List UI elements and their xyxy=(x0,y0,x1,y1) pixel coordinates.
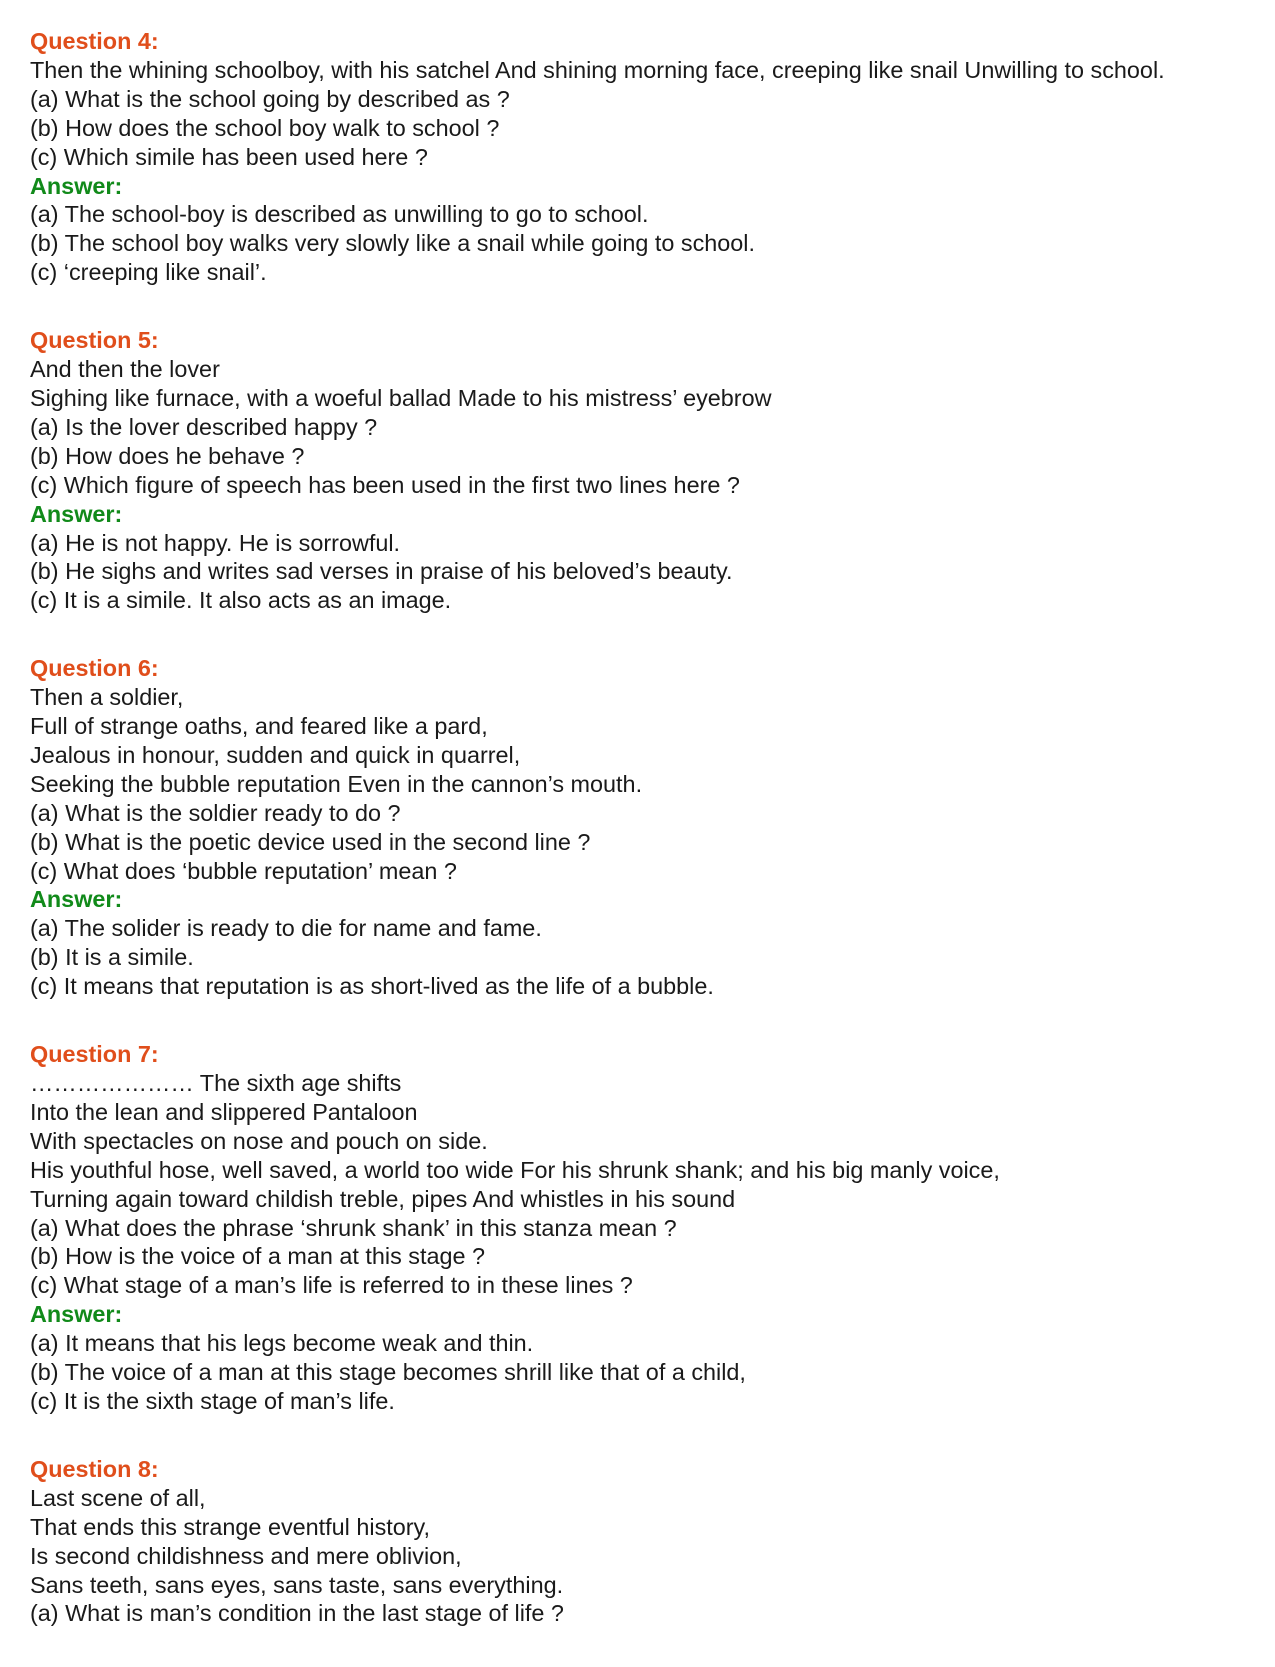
question-heading: Question 7: xyxy=(30,1041,159,1068)
passage-line: Jealous in honour, sudden and quick in quarrel, xyxy=(30,741,521,768)
passage-line: Is second childishness and mere oblivion, xyxy=(30,1542,462,1569)
answer-item: (c) It is a simile. It also acts as an image. xyxy=(30,587,452,614)
answer-item: (a) The solider is ready to die for name and fame. xyxy=(30,915,542,942)
question-block-8 xyxy=(30,1455,1260,1628)
answer-heading: Answer: xyxy=(30,1301,123,1328)
passage-line: Turning again toward childish treble, pipes And whistles in his sound xyxy=(30,1185,736,1212)
question-item: (c) Which simile has been used here ? xyxy=(30,143,428,170)
passage-line: Last scene of all, xyxy=(30,1484,206,1511)
question-block-6 xyxy=(30,654,1260,1001)
question-heading: Question 4: xyxy=(30,28,159,54)
question-item: (a) Is the lover described happy ? xyxy=(30,413,378,440)
question-heading: Question 8: xyxy=(30,1455,159,1482)
passage-line: ………………… The sixth age shifts xyxy=(30,1070,402,1096)
passage-line: Sighing like furnace, with a woeful ballad Made to his mistress’ eyebrow xyxy=(30,384,772,411)
answer-item: (a) The school-boy is described as unwilling to go to school. xyxy=(30,201,649,228)
answer-heading: Answer: xyxy=(30,172,123,199)
answer-item: (c) It is the sixth stage of man’s life. xyxy=(30,1387,395,1414)
question-item: (b) How is the voice of a man at this stage ? xyxy=(30,1243,486,1270)
answer-item: (c) ‘creeping like snail’. xyxy=(30,259,267,286)
passage-line: And then the lover xyxy=(30,356,220,383)
answer-item: (b) It is a simile. xyxy=(30,944,194,971)
answer-item: (c) It means that reputation is as short-lived as the life of a bubble. xyxy=(30,973,714,1000)
question-block-7 xyxy=(30,1040,1260,1416)
passage-line: Seeking the bubble reputation Even in the cannon’s mouth. xyxy=(30,770,643,797)
question-item: (c) What stage of a man’s life is referred to in these lines ? xyxy=(30,1272,633,1299)
answer-heading: Answer: xyxy=(30,500,123,527)
question-item: (b) How does he behave ? xyxy=(30,442,305,469)
passage-line: His youthful hose, well saved, a world too wide For his shrunk shank; and his big manly voice, xyxy=(30,1156,1000,1183)
question-item: (a) What is the school going by described as ? xyxy=(30,85,510,112)
question-heading: Question 5: xyxy=(30,327,159,354)
passage-line: Into the lean and slippered Pantaloon xyxy=(30,1098,418,1125)
question-item: (a) What does the phrase ‘shrunk shank’ in this stanza mean ? xyxy=(30,1214,677,1241)
passage-line: Then the whining schoolboy, with his satchel And shining morning face, creeping like snail Unwilling to school. xyxy=(30,56,1165,83)
passage-line: With spectacles on nose and pouch on side. xyxy=(30,1127,488,1154)
passage-line: Then a soldier, xyxy=(30,684,184,711)
passage-line: Full of strange oaths, and feared like a pard, xyxy=(30,713,488,740)
document-body xyxy=(30,27,1260,1667)
question-item: (a) What is the soldier ready to do ? xyxy=(30,799,401,826)
answer-item: (b) The school boy walks very slowly like a snail while going to school. xyxy=(30,230,756,257)
question-item: (c) What does ‘bubble reputation’ mean ? xyxy=(30,857,457,884)
answer-item: (b) The voice of a man at this stage becomes shrill like that of a child, xyxy=(30,1359,746,1386)
answer-item: (a) It means that his legs become weak and thin. xyxy=(30,1330,534,1357)
question-item: (a) What is man’s condition in the last stage of life ? xyxy=(30,1600,564,1627)
answer-item: (a) He is not happy. He is sorrowful. xyxy=(30,529,401,556)
question-heading: Question 6: xyxy=(30,655,159,682)
question-item: (c) Which figure of speech has been used in the first two lines here ? xyxy=(30,471,740,498)
answer-item: (b) He sighs and writes sad verses in praise of his beloved’s beauty. xyxy=(30,558,733,585)
question-block-5 xyxy=(30,326,1260,615)
passage-line: That ends this strange eventful history, xyxy=(30,1513,431,1540)
answer-heading: Answer: xyxy=(30,886,123,913)
question-item: (b) How does the school boy walk to school ? xyxy=(30,114,500,141)
passage-line: Sans teeth, sans eyes, sans taste, sans everything. xyxy=(30,1571,564,1598)
question-item: (b) What is the poetic device used in the second line ? xyxy=(30,828,591,855)
question-block-4 xyxy=(30,27,1260,287)
